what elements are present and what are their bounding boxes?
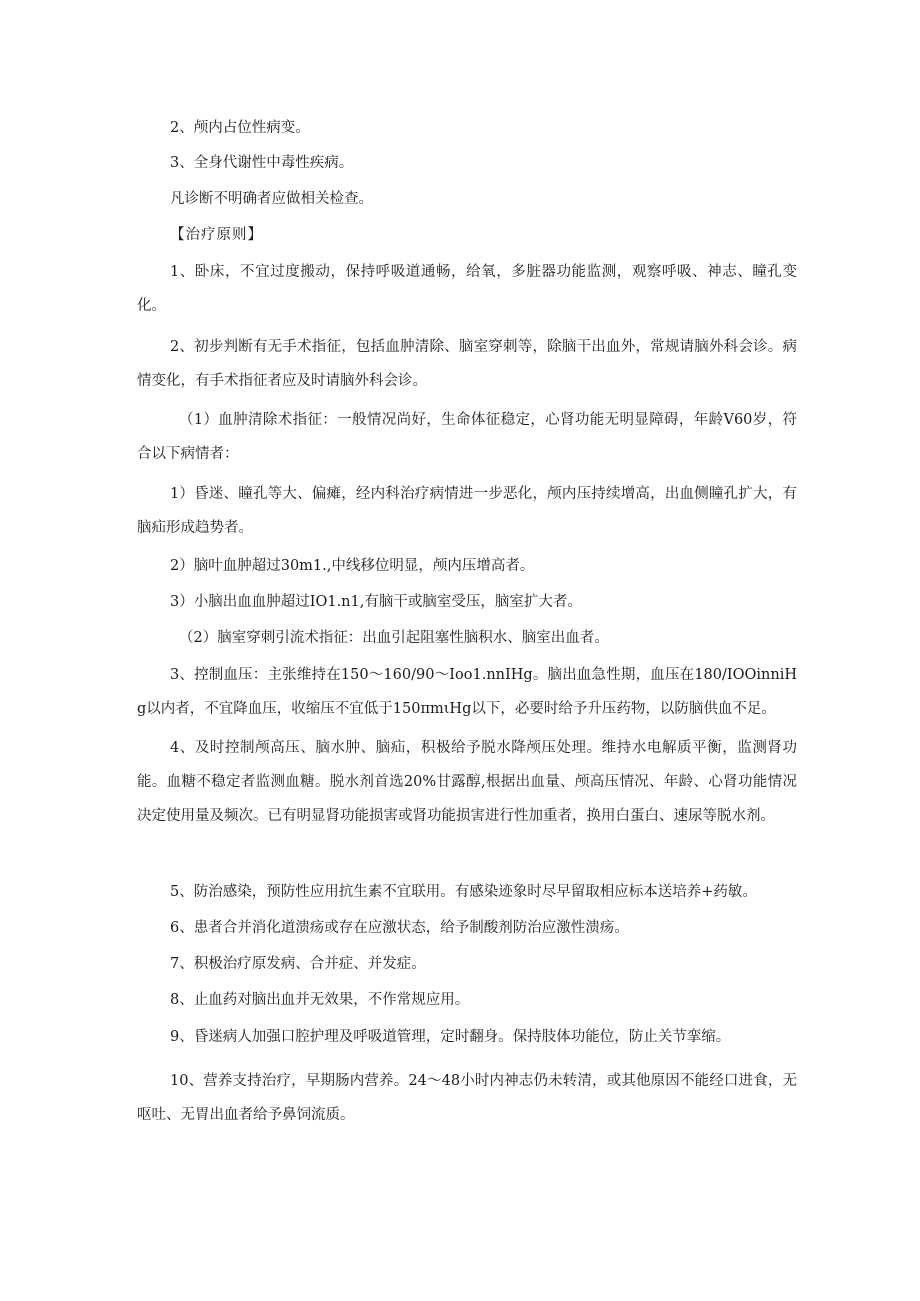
- paragraph-treatment-7: 7、积极治疗原发病、合并症、并发症。: [170, 956, 426, 972]
- paragraph-subitem-1: 1）昏迷、瞳孔等大、偏瘫，经内科治疗病情进一步恶化，颅内压持续增高，出血侧瞳孔扩大，有脑疝形成趋势者。: [137, 486, 797, 536]
- paragraph-treatment-9: 9、昏迷病人加强口腔护理及呼吸道管理，定时翻身。保持肢体功能位，防止关节挛缩。: [170, 1029, 731, 1045]
- paragraph-hematoma-indication: （1）血肿清除术指征：一般情况尚好，生命体征稳定，心肾功能无明显障碍，年龄V60岁，符合以下病情者：: [137, 412, 797, 462]
- paragraph-treatment-5: 5、防治感染，预防性应用抗生素不宜联用。有感染迹象时尽早留取相应标本送培养+药敏。: [170, 884, 757, 900]
- paragraph-treatment-1: 1、卧床，不宜过度搬动，保持呼吸道通畅，给氧，多脏器功能监测，观察呼吸、神志、瞳孔变化。: [137, 264, 797, 314]
- paragraph-treatment-8: 8、止血药对脑出血并无效果，不作常规应用。: [170, 992, 470, 1008]
- paragraph-ventricular-indication: （2）脑室穿刺引流术指征：出血引起阻塞性脑积水、脑室出血者。: [179, 630, 609, 646]
- paragraph-item-2: 2、颅内占位性病变。: [170, 120, 310, 136]
- section-heading-treatment: 【治疗原则】: [170, 227, 263, 243]
- paragraph-treatment-6: 6、患者合并消化道溃疡或存在应激状态，给予制酸剂防治应激性溃疡。: [170, 920, 629, 936]
- paragraph-treatment-10: 10、营养支持治疗，早期肠内营养。24～48小时内神志仍未转清，或其他原因不能经口进食，无呕吐、无胃出血者给予鼻饲流质。: [137, 1073, 797, 1123]
- paragraph-subitem-2: 2）脑叶血肿超过30m1.,中线移位明显，颅内压增高者。: [170, 558, 535, 574]
- paragraph-diagnosis-note: 凡诊断不明确者应做相关检查。: [170, 191, 373, 207]
- paragraph-treatment-4: 4、及时控制颅高压、脑水肿、脑疝，积极给予脱水降颅压处理。维持水电解质平衡，监测肾功能。血糖不稳定者监测血糖。脱水剂首选20%甘露醇,根据出血量、颅高压情况、年龄、心肾功能情况决定使用量及频次。已有明显肾功能损害或肾功能损害进行性加重者，换用白蛋白、速尿等脱水剂。: [137, 740, 797, 824]
- paragraph-treatment-2: 2、初步判断有无手术指征，包括血肿清除、脑室穿刺等，除脑干出血外，常规请脑外科会诊。病情变化，有手术指征者应及时请脑外科会诊。: [137, 339, 797, 389]
- paragraph-item-3: 3、全身代谢性中毒性疾病。: [170, 155, 354, 171]
- paragraph-subitem-3: 3）小脑出血血肿超过IO1.n1,有脑干或脑室受压，脑室扩大者。: [170, 594, 582, 610]
- paragraph-treatment-3: 3、控制血压：主张维持在150～160/90～Ioo1.nnIHg。脑出血急性期，血压在180/IOOinniHg以内者，不宜降血压，收缩压不宜低于150πmιHg以下，必要时给予升压药物，以防脑供血不足。: [137, 667, 797, 717]
